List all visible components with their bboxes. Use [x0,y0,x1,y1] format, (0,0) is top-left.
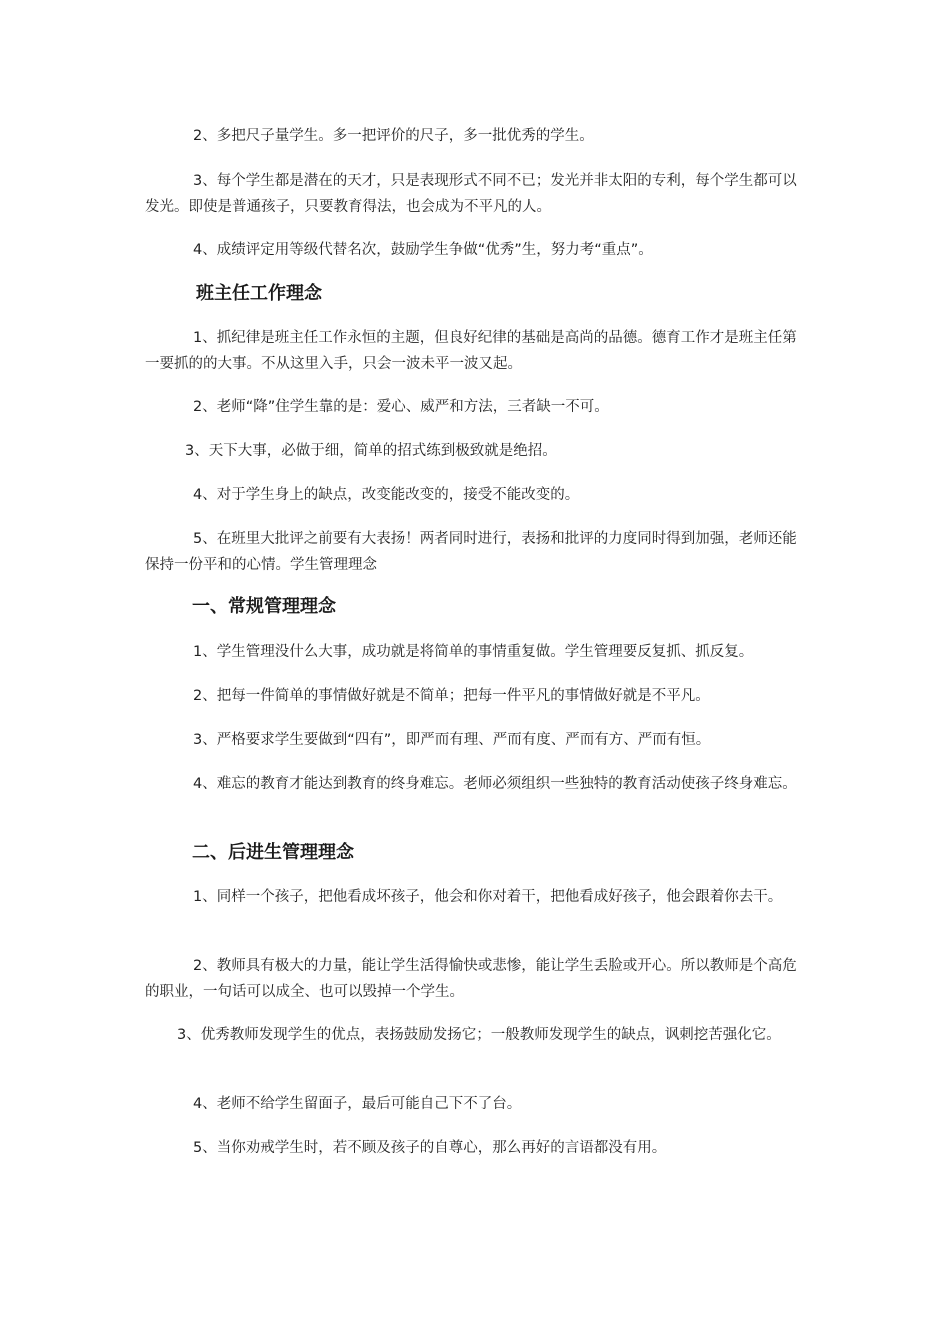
paragraph-routine-1: 1、学生管理没什么大事，成功就是将简单的事情重复做。学生管理要反复抓、抓反复。 [193,644,754,660]
paragraph-struggling-5: 5、当你劝戒学生时，若不顾及孩子的自尊心，那么再好的言语都没有用。 [193,1140,667,1156]
paragraph-intro-3: 3、每个学生都是潜在的天才，只是表现形式不同不已；发光并非太阳的专利，每个学生都可以发光。即使是普通孩子，只要教育得法，也会成为不平凡的人。 [145,173,797,215]
paragraph-head-teacher-2: 2、老师“降”住学生靠的是：爱心、威严和方法，三者缺一不可。 [193,399,609,415]
paragraph-intro-2: 2、多把尺子量学生。多一把评价的尺子，多一批优秀的学生。 [193,128,594,144]
paragraph-routine-3: 3、严格要求学生要做到“四有”，即严而有理、严而有度、严而有方、严而有恒。 [193,732,711,748]
paragraph-routine-4: 4、难忘的教育才能达到教育的终身难忘。老师必须组织一些独特的教育活动使孩子终身难忘。 [193,776,797,792]
paragraph-routine-2: 2、把每一件简单的事情做好就是不简单；把每一件平凡的事情做好就是不平凡。 [193,688,710,704]
paragraph-struggling-3: 3、优秀教师发现学生的优点，表扬鼓励发扬它；一般教师发现学生的缺点，讽刺挖苦强化它。 [177,1027,781,1043]
paragraph-head-teacher-1: 1、抓纪律是班主任工作永恒的主题，但良好纪律的基础是高尚的品德。德育工作才是班主任第一要抓的的大事。不从这里入手，只会一波未平一波又起。 [145,330,797,372]
paragraph-struggling-1: 1、同样一个孩子，把他看成坏孩子，他会和你对着干，把他看成好孩子，他会跟着你去干。 [193,889,783,905]
heading-struggling-students: 二、后进生管理理念 [192,842,354,863]
paragraph-head-teacher-5: 5、在班里大批评之前要有大表扬！两者同时进行，表扬和批评的力度同时得到加强，老师还能保持一份平和的心情。学生管理理念 [145,531,797,573]
paragraph-struggling-2: 2、教师具有极大的力量，能让学生活得愉快或悲惨，能让学生丢脸或开心。所以教师是个高危的职业，一句话可以成全、也可以毁掉一个学生。 [145,958,797,1000]
heading-routine-management: 一、常规管理理念 [192,596,336,617]
paragraph-head-teacher-4: 4、对于学生身上的缺点，改变能改变的，接受不能改变的。 [193,487,580,503]
paragraph-head-teacher-3: 3、天下大事，必做于细，简单的招式练到极致就是绝招。 [185,443,557,459]
paragraph-intro-4: 4、成绩评定用等级代替名次，鼓励学生争做“优秀”生，努力考“重点”。 [193,242,653,258]
heading-head-teacher: 班主任工作理念 [196,283,322,304]
paragraph-struggling-4: 4、老师不给学生留面子，最后可能自己下不了台。 [193,1096,522,1112]
